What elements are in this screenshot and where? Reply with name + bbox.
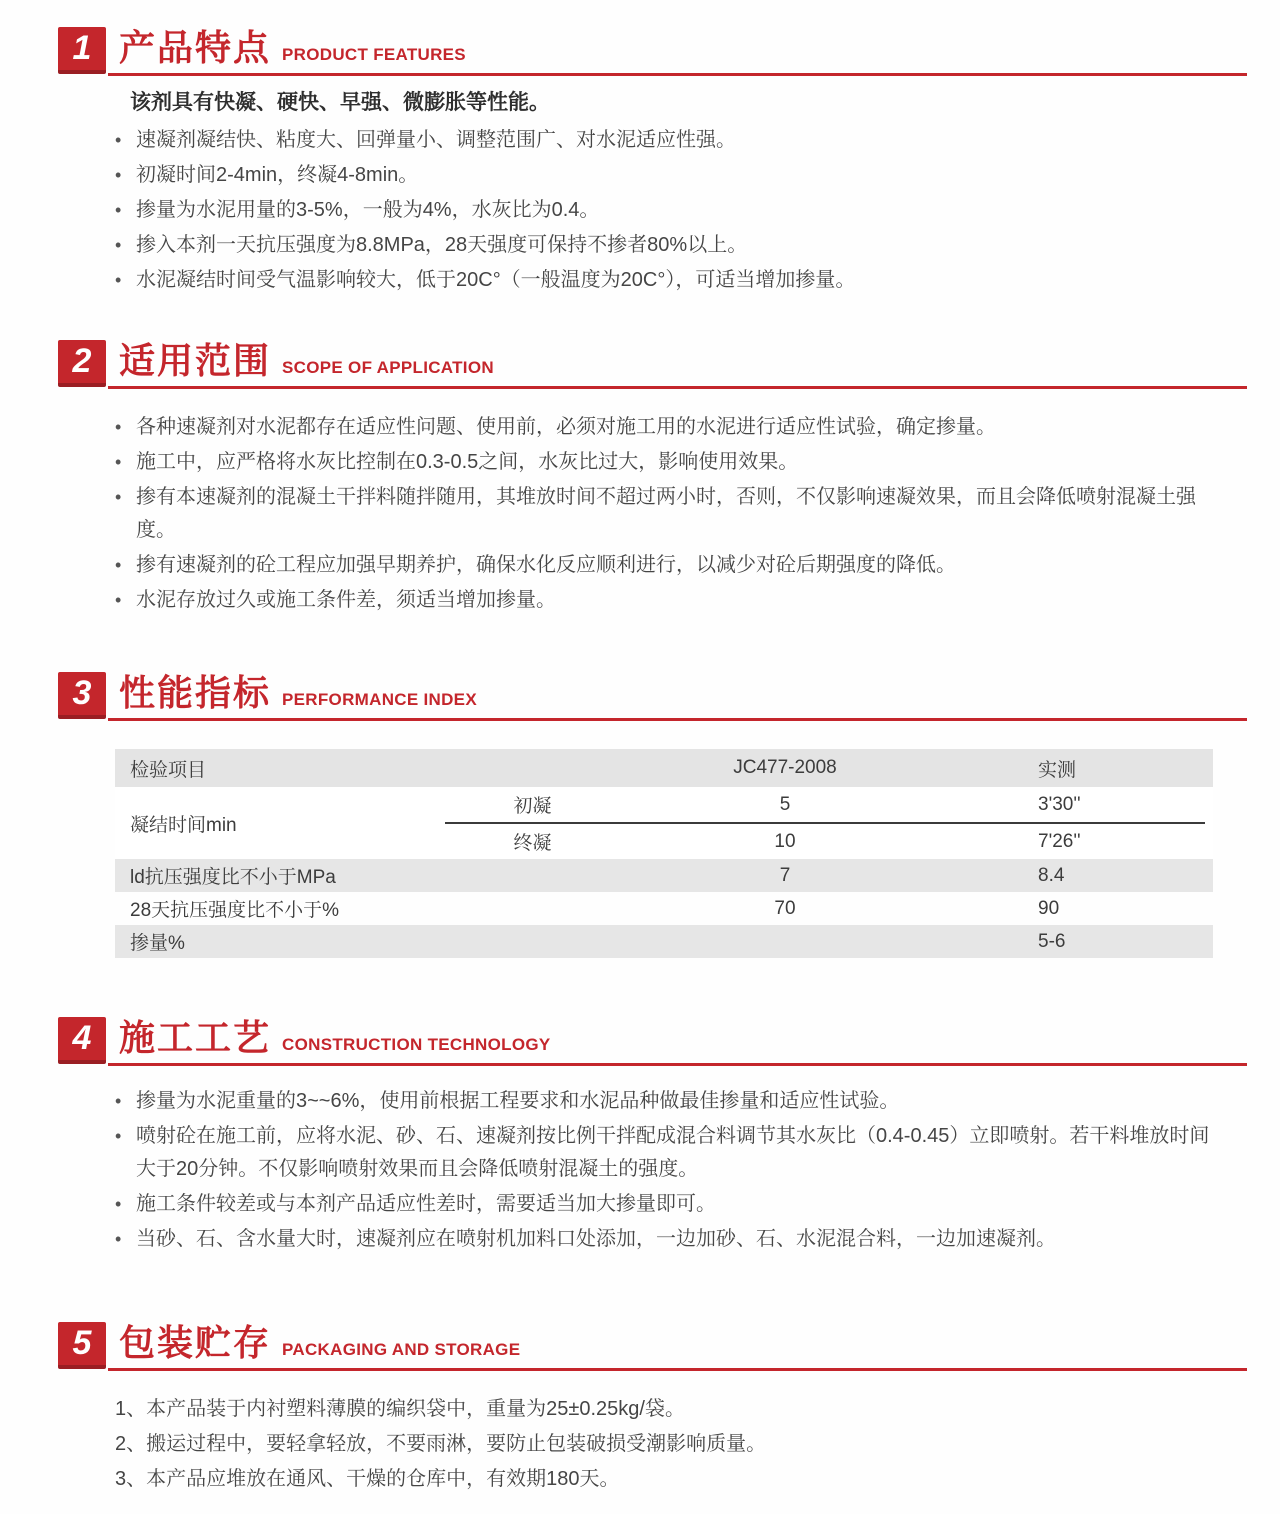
section-underline	[108, 73, 1247, 76]
section-underline	[108, 1368, 1247, 1371]
measured-value: 8.4	[1038, 864, 1065, 886]
table-row-1d-strength	[115, 859, 1213, 892]
section-header	[0, 27, 1280, 76]
list-item: • 掺入本剂一天抗压强度为8.8MPa，28天强度可保持不掺者80%以上。	[113, 229, 1218, 262]
standard-value: 7	[779, 864, 791, 886]
scope-bullet-list	[113, 411, 1218, 617]
list-item: • 掺有速凝剂的砼工程应加强早期养护，确保水化反应顺利进行，以减少对砼后期强度的降低。	[113, 549, 1218, 582]
section-product-features	[0, 27, 1280, 299]
section-number-badge	[58, 1322, 106, 1369]
list-item: • 水泥存放过久或施工条件差，须适当增加掺量。	[113, 584, 1218, 617]
list-item: • 初凝时间2-4min，终凝4-8min。	[113, 159, 1218, 192]
section-header	[0, 672, 1280, 721]
section-subtitle: SCOPE OF APPLICATION	[282, 358, 494, 377]
row-label: 28天抗压强度比不小于%	[130, 900, 340, 921]
row-label: 掺量%	[130, 933, 185, 954]
section-number: 5	[72, 1324, 92, 1362]
standard-value: 10	[774, 830, 796, 852]
section-number-badge	[58, 672, 106, 719]
measured-value: 3'30''	[1038, 793, 1081, 815]
list-item: • 速凝剂凝结快、粘度大、回弹量小、调整范围广、对水泥适应性强。	[113, 124, 1218, 157]
section-titles	[119, 1315, 520, 1366]
table-row-28d-strength	[115, 892, 1213, 925]
section-scope-of-application	[0, 340, 1280, 619]
list-item: 2、搬运过程中，要轻拿轻放，不要雨淋，要防止包装破损受潮影响质量。	[115, 1433, 767, 1455]
table-subrow-final-set	[445, 824, 1213, 859]
col-header-measured: 实测	[1038, 759, 1077, 781]
section-subtitle: PACKAGING AND STORAGE	[282, 1340, 521, 1359]
table-subrow-initial-set	[445, 787, 1213, 822]
setting-time-subrows	[445, 787, 1213, 859]
list-item: • 掺量为水泥用量的3-5%，一般为4%，水灰比为0.4。	[113, 194, 1218, 227]
section-number: 1	[72, 29, 92, 67]
list-item: 1、本产品装于内衬塑料薄膜的编织袋中，重量为25±0.25kg/袋。	[115, 1398, 685, 1420]
feature-bullet-list	[113, 124, 1218, 297]
section-number-badge	[58, 340, 106, 387]
section-construction-technology	[0, 1017, 1280, 1258]
section-number: 3	[72, 674, 92, 712]
list-item: • 施工中，应严格将水灰比控制在0.3-0.5之间，水灰比过大，影响使用效果。	[113, 446, 1218, 479]
section-number: 2	[72, 342, 92, 380]
row-label: 凝结时间min	[130, 814, 237, 836]
section-underline	[108, 718, 1247, 721]
standard-value: 5	[779, 793, 791, 815]
section-title: 适用范围	[119, 340, 272, 381]
section-subtitle: PRODUCT FEATURES	[282, 45, 466, 64]
col-header-standard: JC477-2008	[733, 757, 837, 778]
section-title: 性能指标	[119, 672, 272, 713]
table-header-row	[115, 749, 1213, 787]
list-item: • 掺有本速凝剂的混凝土干拌料随拌随用，其堆放时间不超过两小时，否则，不仅影响速凝效果，而且会降低喷射混凝土强度。	[113, 481, 1218, 547]
table-row-setting-time	[115, 787, 1213, 859]
section-title: 施工工艺	[119, 1017, 272, 1058]
section-header	[0, 1017, 1280, 1066]
construction-bullet-list	[113, 1085, 1218, 1256]
list-item: • 施工条件较差或与本剂产品适应性差时，需要适当加大掺量即可。	[113, 1188, 1218, 1221]
row-label: ld抗压强度比不小于MPa	[130, 867, 336, 888]
section-subtitle: PERFORMANCE INDEX	[282, 690, 477, 709]
section-packaging-storage	[0, 1322, 1280, 1497]
section-header	[0, 1322, 1280, 1371]
section-title: 产品特点	[119, 27, 272, 68]
storage-numbered-list	[115, 1392, 1220, 1497]
col-header-item: 检验项目	[130, 759, 207, 781]
list-item: • 喷射砼在施工前，应将水泥、砂、石、速凝剂按比例干拌配成混合料调节其水灰比（0.4-0.45）立即喷射。若干料堆放时间大于20分钟。不仅影响喷射效果而且会降低喷射混凝土的强度。	[113, 1120, 1218, 1186]
list-item: • 各种速凝剂对水泥都存在适应性问题、使用前，必须对施工用的水泥进行适应性试验，确定掺量。	[113, 411, 1218, 444]
list-item: • 掺量为水泥重量的3~~6%，使用前根据工程要求和水泥品种做最佳掺量和适应性试验。	[113, 1085, 1218, 1118]
spec-table	[115, 749, 1213, 958]
table-row-dosage	[115, 925, 1213, 958]
section-performance-index	[0, 672, 1280, 958]
measured-value: 7'26''	[1038, 830, 1081, 852]
section-header	[0, 340, 1280, 389]
subrow-name: 初凝	[513, 796, 552, 817]
section-titles	[119, 333, 494, 384]
section-underline	[108, 1063, 1247, 1066]
section-titles	[119, 20, 466, 71]
section-number-badge	[58, 27, 106, 74]
section-number-badge	[58, 1017, 106, 1064]
measured-value: 5-6	[1038, 930, 1066, 952]
section-titles	[119, 665, 477, 716]
section-titles	[119, 1010, 551, 1061]
feature-intro: 该剂具有快凝、硬快、早强、微膨胀等性能。	[130, 91, 550, 114]
section-title: 包装贮存	[119, 1322, 272, 1363]
measured-value: 90	[1038, 897, 1060, 919]
list-item: • 当砂、石、含水量大时，速凝剂应在喷射机加料口处添加，一边加砂、石、水泥混合料，一边加速凝剂。	[113, 1223, 1218, 1256]
section-number: 4	[72, 1019, 92, 1057]
section-underline	[108, 386, 1247, 389]
subrow-name: 终凝	[513, 833, 552, 854]
list-item: 3、本产品应堆放在通风、干燥的仓库中，有效期180天。	[115, 1468, 620, 1490]
section-subtitle: CONSTRUCTION TECHNOLOGY	[282, 1035, 551, 1054]
standard-value: 70	[774, 897, 796, 919]
list-item: • 水泥凝结时间受气温影响较大，低于20C°（一般温度为20C°），可适当增加掺量。	[113, 264, 1218, 297]
